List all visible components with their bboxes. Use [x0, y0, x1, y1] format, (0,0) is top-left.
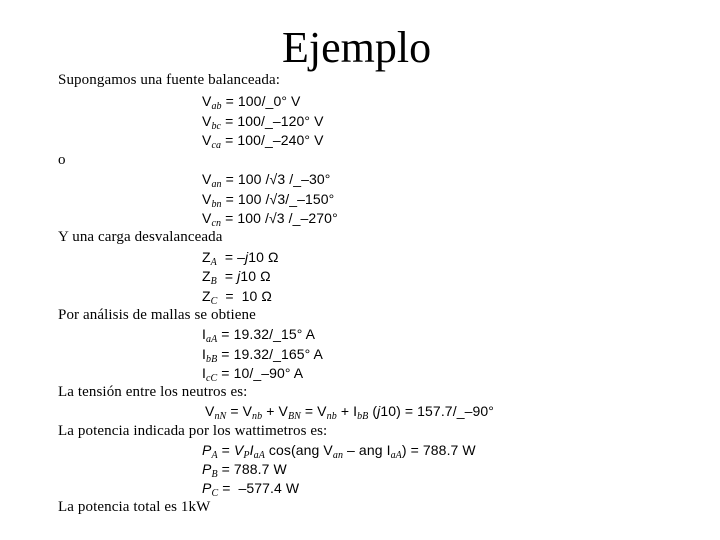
equation-p-b: $P_B = 788.7$ W [202, 461, 287, 480]
equation-i-cc: $I_{cC}$ = 10/_–90° A [202, 365, 304, 384]
text-line-o: o [58, 152, 66, 168]
text-line-potencia: La potencia indicada por los wattimetros es: [58, 423, 328, 439]
equation-v-bn: $V_{bn} = 100$ /√3/_–150° [202, 191, 335, 210]
equation-v-ca: $V_{ca}$ = 100/_–240° V [202, 132, 324, 151]
equation-p-a: $P_A = V_PI_{aA}$ cos(ang $V_{an}$ – ang $I_{aA}) = 788.7$ W [202, 442, 476, 461]
equation-v-an: $V_{an} = 100$ /√3 /_–30° [202, 171, 331, 190]
equation-v-cn: $V_{cn} = 100$ /√3 /_–270° [202, 210, 338, 229]
equation-v-bc: $V_{bc}$ = 100/_–120° V [202, 113, 324, 132]
text-line-carga: Y una carga desvalanceada [58, 229, 223, 245]
equation-i-aa: $I_{aA}$ = 19.32/_15° A [202, 326, 316, 345]
text-line-fuente: Supongamos una fuente balanceada: [58, 72, 280, 88]
equation-v-ab: $V_{ab}$ = 100/_0° V [202, 93, 301, 112]
text-line-total: La potencia total es 1kW [58, 499, 211, 515]
equation-z-c: $Z_C = 10$ Ω [202, 288, 272, 307]
equation-z-b: $Z_B = j10$ Ω [202, 268, 271, 287]
equation-p-c: $P_C = -577.4$ W [202, 480, 300, 499]
equation-v-nn: $V_{nN} = V_{nb} + V_{BN} = V_{nb} + I_{bB}$ (j10) = 157.7/_–90° [205, 403, 494, 422]
equation-i-bb: $I_{bB}$ = 19.32/_165° A [202, 346, 323, 365]
text-line-tension: La tensión entre los neutros es: [58, 384, 248, 400]
slide-title: Ejemplo [282, 23, 432, 72]
text-line-mallas: Por análisis de mallas se obtiene [58, 307, 256, 323]
equation-z-a: $Z_A = -j10$ Ω [202, 249, 279, 268]
